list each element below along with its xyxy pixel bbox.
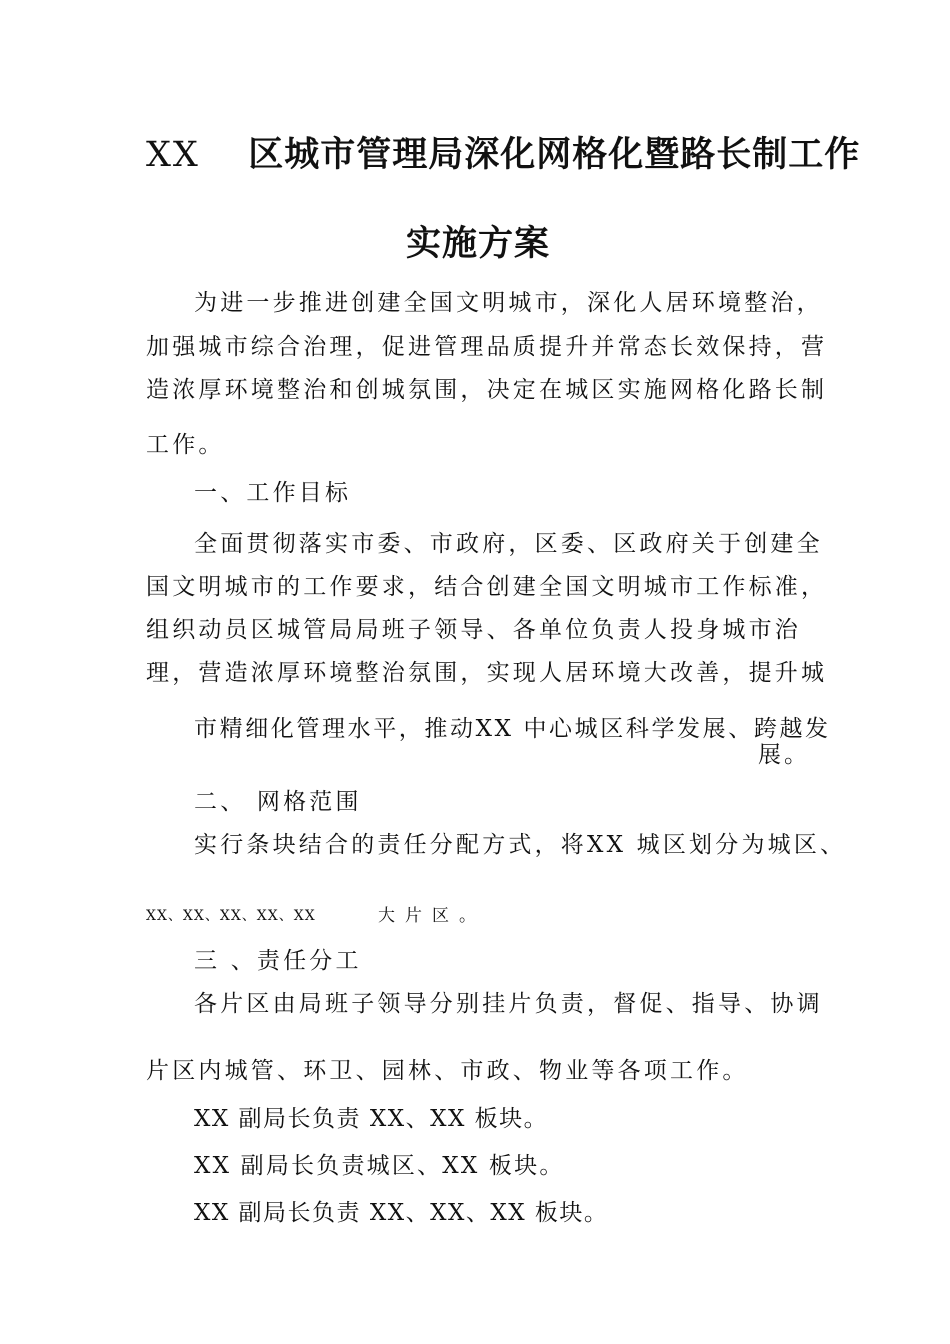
assignment-1: XX 副局长负责 XX、XX 板块。 (194, 1106, 549, 1132)
section-2-line-2-tail: 大片区。 (378, 906, 486, 926)
section-1-line-3: 组织动员区城管局局班子领导、各单位负责人投身城市治 (146, 617, 801, 643)
document-title-line-1 (146, 133, 860, 177)
section-3-heading: 三 、责任分工 (194, 948, 362, 974)
intro-line-3: 造浓厚环境整治和创城氛围，决定在城区实施网格化路长制 (146, 377, 828, 403)
section-1-line-6: 展。 (758, 742, 810, 768)
title-prefix: XX (146, 135, 200, 175)
section-1-heading: 一、工作目标 (194, 480, 352, 506)
intro-line-1: 为进一步推进创建全国文明城市，深化人居环境整治， (194, 290, 823, 316)
section-2-heading: 二、 网格范围 (194, 789, 362, 815)
assignment-2: XX 副局长负责城区、XX 板块。 (194, 1153, 565, 1179)
document-title-line-2: 实施方案 (406, 224, 551, 264)
section-1-line-1: 全面贯彻落实市委、市政府，区委、区政府关于创建全 (194, 531, 823, 557)
section-2-district-list: XX、XX、XX、XX、XX (146, 908, 316, 924)
section-3-line-2: 片区内城管、环卫、园林、市政、物业等各项工作。 (146, 1058, 749, 1084)
section-1-line-4: 理，营造浓厚环境整治氛围，实现人居环境大改善，提升城 (146, 660, 828, 686)
intro-line-2: 加强城市综合治理，促进管理品质提升并常态长效保持，营 (146, 334, 828, 360)
section-2-line-1: 实行条块结合的责任分配方式，将XX 城区划分为城区、 (194, 832, 847, 858)
section-3-line-1: 各片区由局班子领导分别挂片负责，督促、指导、协调 (194, 991, 823, 1017)
assignment-3: XX 副局长负责 XX、XX、XX 板块。 (194, 1200, 609, 1226)
section-1-line-5: 市精细化管理水平，推动XX 中心城区科学发展、跨越发 (194, 716, 831, 742)
section-1-line-2: 国文明城市的工作要求，结合创建全国文明城市工作标准， (146, 574, 828, 600)
title-line-1-text: 区城市管理局深化网格化暨路长制工作 (248, 135, 861, 175)
intro-line-4: 工作。 (146, 432, 225, 458)
